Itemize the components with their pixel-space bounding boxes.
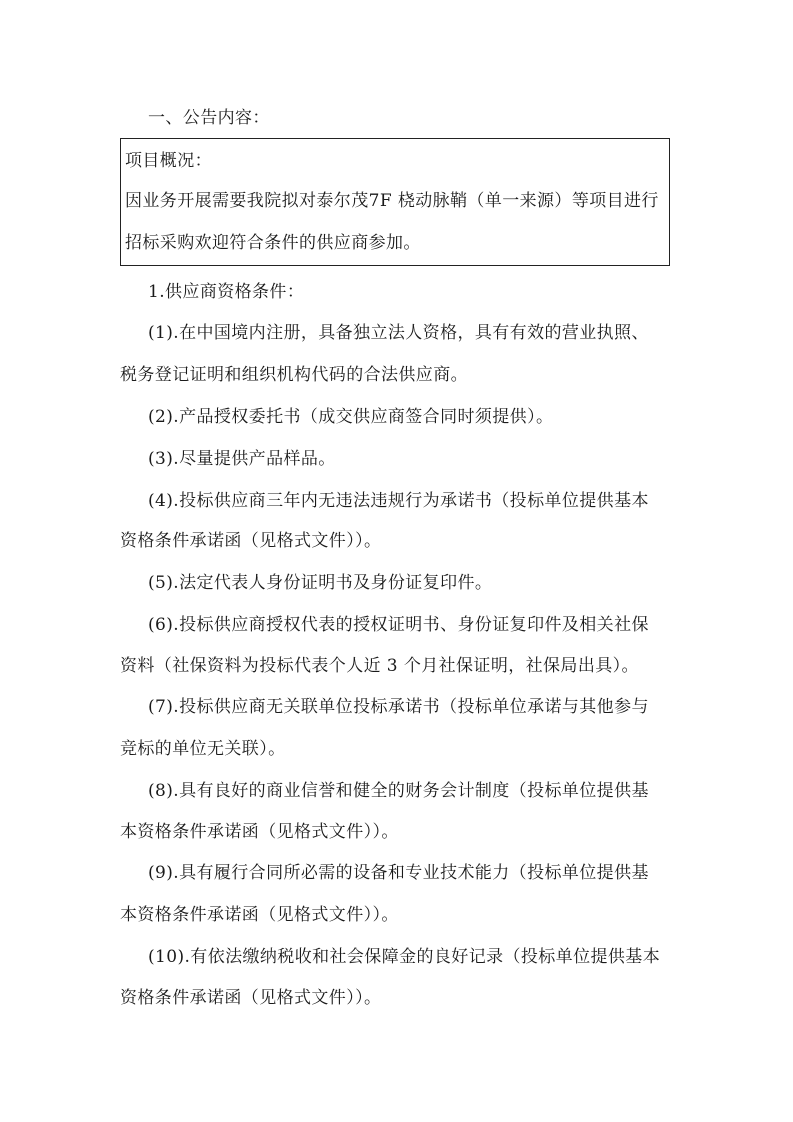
overview-box bbox=[120, 138, 670, 266]
qualification-item-5: (5).法定代表人身份证明书及身份证复印件。 bbox=[148, 573, 493, 593]
qualification-item-4-cont: 资格条件承诺函（见格式文件））。 bbox=[120, 531, 382, 551]
qualification-item-8-cont: 本资格条件承诺函（见格式文件））。 bbox=[120, 822, 399, 842]
qualification-item-7-cont: 竞标的单位无关联）。 bbox=[120, 739, 286, 759]
qualification-item-1: (1).在中国境内注册，具备独立法人资格，具有有效的营业执照、 bbox=[148, 323, 649, 343]
qualification-item-8: (8).具有良好的商业信誉和健全的财务会计制度（投标单位提供基 bbox=[148, 781, 649, 801]
qualification-item-7: (7).投标供应商无关联单位投标承诺书（投标单位承诺与其他参与 bbox=[148, 697, 649, 717]
qualification-item-9: (9).具有履行合同所必需的设备和专业技术能力（投标单位提供基 bbox=[148, 863, 649, 883]
qualification-item-6-cont: 资料（社保资料为投标代表个人近 3 个月社保证明，社保局出具）。 bbox=[120, 656, 639, 676]
qualification-item-2: (2).产品授权委托书（成交供应商签合同时须提供）。 bbox=[148, 407, 554, 427]
overview-text-line: 招标采购欢迎符合条件的供应商参加。 bbox=[125, 233, 421, 253]
overview-text-line: 因业务开展需要我院拟对泰尔茂7F 桡动脉鞘（单一来源）等项目进行 bbox=[125, 191, 659, 211]
qualification-item-3: (3).尽量提供产品样品。 bbox=[148, 449, 336, 469]
qualification-item-10-cont: 资格条件承诺函（见格式文件））。 bbox=[120, 988, 382, 1008]
section-heading: 一、公告内容： bbox=[148, 108, 270, 128]
qualification-item-9-cont: 本资格条件承诺函（见格式文件））。 bbox=[120, 905, 399, 925]
qualification-item-1-cont: 税务登记证明和组织机构代码的合法供应商。 bbox=[120, 365, 468, 385]
qualification-item-10: (10).有依法缴纳税收和社会保障金的良好记录（投标单位提供基本 bbox=[148, 947, 661, 967]
qualification-item-6: (6).投标供应商授权代表的授权证明书、身份证复印件及相关社保 bbox=[148, 615, 649, 635]
qualification-item-4: (4).投标供应商三年内无违法违规行为承诺书（投标单位提供基本 bbox=[148, 491, 649, 511]
overview-title: 项目概况： bbox=[125, 151, 212, 171]
qualifications-heading: 1.供应商资格条件： bbox=[148, 282, 305, 302]
